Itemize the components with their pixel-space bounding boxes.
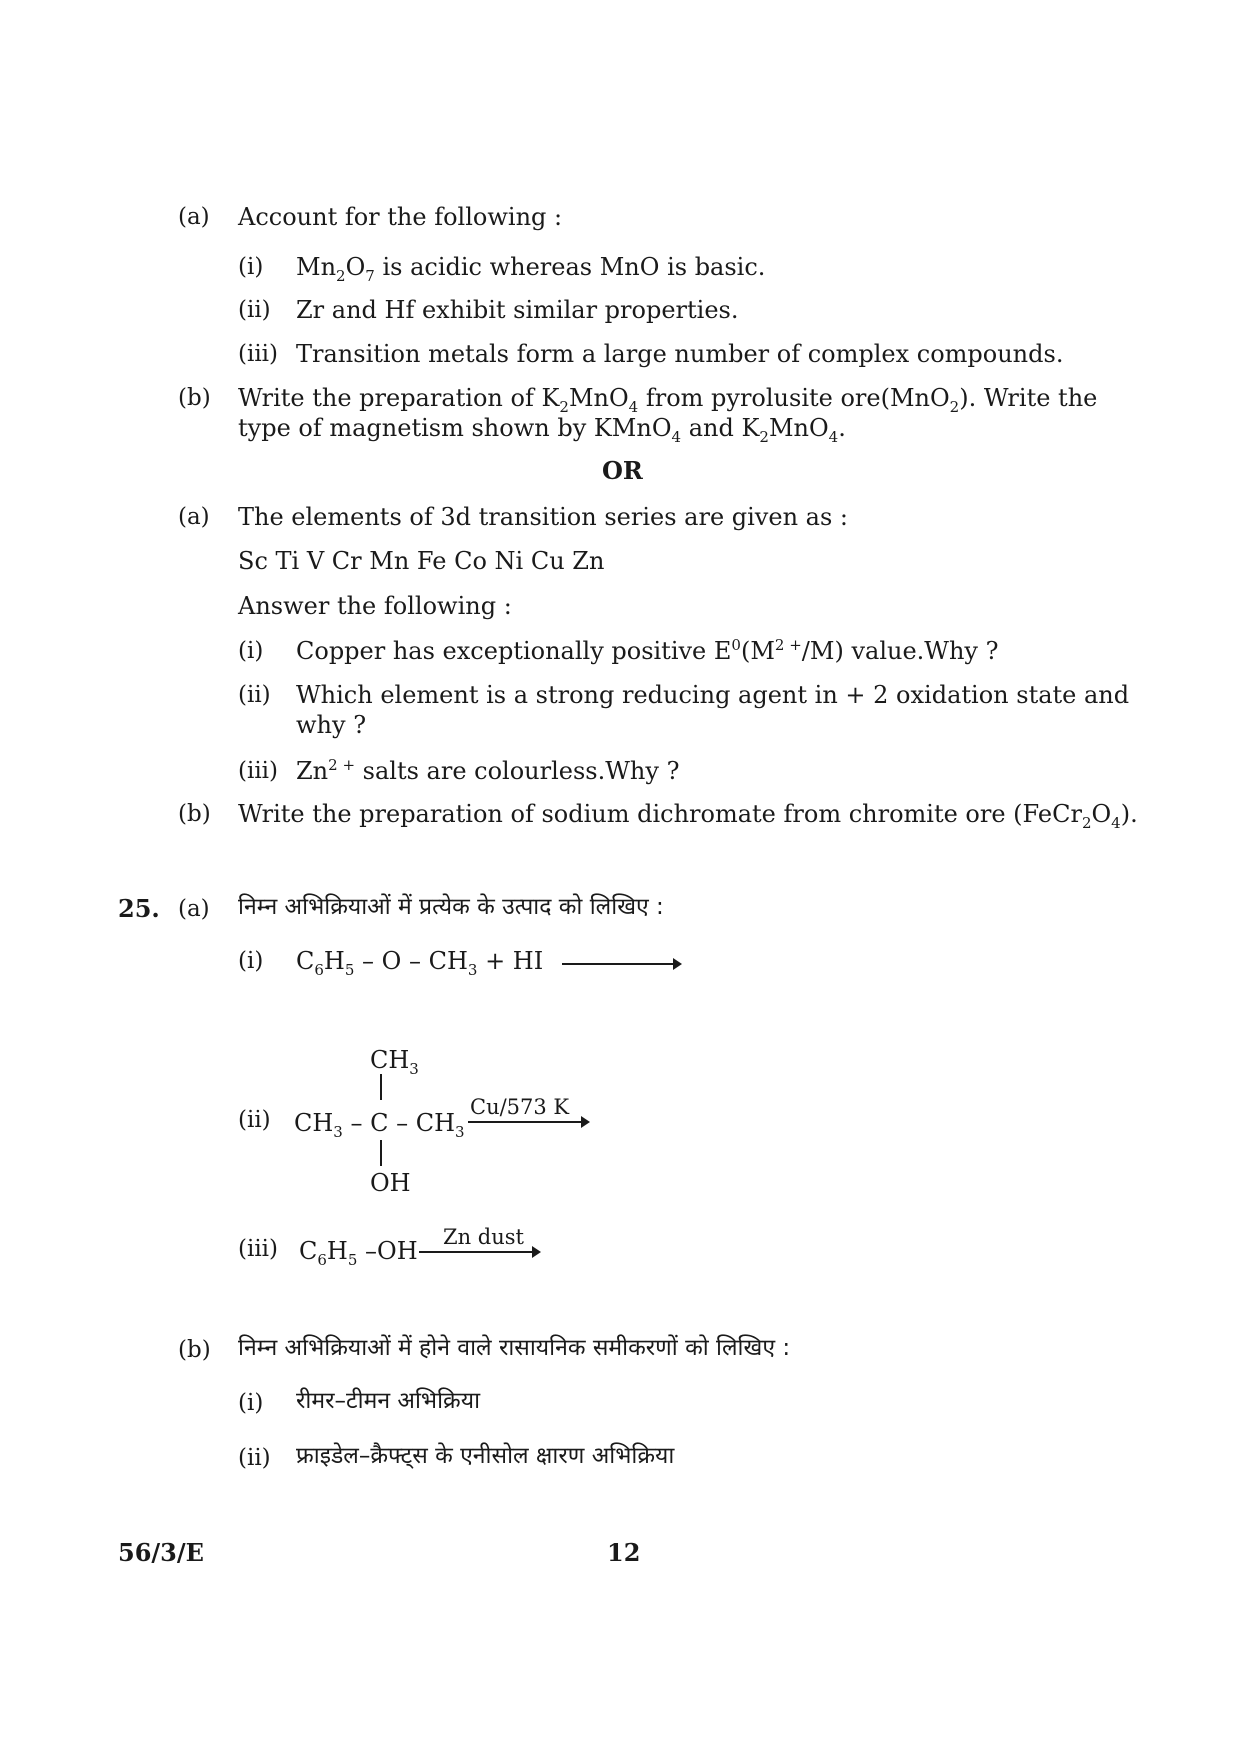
alt-part-a-text: The elements of 3d transition series are given as : [238,503,848,531]
part-a-label: (a) [178,204,210,230]
q25-b-item-ii-text: फ्राइडेल–क्रैफ्ट्स के एनीसोल क्षारण अभिक्रिया [296,1443,675,1469]
alt-item-iii-label: (iii) [238,758,279,784]
reaction-i-formula: $C_6H_5$ – O – $CH_3$ + HI [296,947,544,979]
reaction-ii-arrow [468,1115,590,1129]
part-b-line1: Write the preparation of $K_2MnO_4$ from pyrolusite ore(MnO$_2$). Write the [238,384,1098,416]
alt-item-i-text: Copper has exceptionally positive $E^0(M^{2 +}/M)$ value.Why ? [296,636,999,665]
alt-item-ii-label: (ii) [238,682,271,708]
part-a-text: Account for the following : [238,203,563,231]
reaction-ii-bottom-bond [380,1140,382,1166]
reaction-iii-label: (iii) [238,1236,279,1262]
or-heading: OR [602,456,643,485]
item-i-label: (i) [238,254,264,280]
part-b-line2: type of magnetism shown by KMnO$_4$ and $K_2MnO_4$. [238,414,846,446]
q25-b-item-i-text: रीमर–टीमन अभिक्रिया [296,1388,481,1414]
reaction-ii-top-group: $CH_3$ [370,1046,419,1078]
q25-b-item-ii-label: (ii) [238,1445,271,1471]
reaction-ii-bottom-group: OH [370,1169,411,1197]
reaction-i-label: (i) [238,948,264,974]
reaction-iii-reagent: Zn dust [443,1225,524,1249]
reaction-ii-top-bond [380,1074,382,1100]
alt-part-a-label: (a) [178,504,210,530]
reaction-iii-arrow [419,1245,541,1259]
q25-part-a-text: निम्न अभिक्रियाओं में प्रत्येक के उत्पाद को लिखिए : [238,894,664,920]
part-b-label: (b) [178,385,211,411]
item-ii-label: (ii) [238,297,271,323]
alt-item-ii-line1: Which element is a strong reducing agent in + 2 oxidation state and [296,681,1130,709]
q25-part-b-label: (b) [178,1337,211,1363]
alt-item-i-label: (i) [238,638,264,664]
item-iii-text: Transition metals form a large number of complex compounds. [296,340,1064,368]
reaction-i-arrow [562,957,682,971]
paper-code: 56/3/E [118,1538,204,1567]
alt-item-iii-text: $Zn^{2 +}$ salts are colourless.Why ? [296,756,680,785]
reaction-ii-reagent: Cu/573 K [470,1095,570,1119]
q25-part-b-text: निम्न अभिक्रियाओं में होने वाले रासायनिक समीकरणों को लिखिए : [238,1335,791,1361]
answer-instruction: Answer the following : [238,592,512,620]
item-ii-text: Zr and Hf exhibit similar properties. [296,296,739,324]
page-number: 12 [607,1538,641,1567]
reaction-ii-label: (ii) [238,1107,271,1133]
element-list: Sc Ti V Cr Mn Fe Co Ni Cu Zn [238,547,605,575]
reaction-iii-formula: $C_6H_5$ –OH [299,1237,418,1269]
question-number: 25. [118,894,160,923]
q25-b-item-i-label: (i) [238,1390,264,1416]
alt-item-ii-line2: why ? [296,711,367,739]
alt-part-b-label: (b) [178,801,211,827]
item-iii-label: (iii) [238,341,279,367]
alt-part-b-text: Write the preparation of sodium dichromate from chromite ore $(FeCr_2O_4)$. [238,800,1138,832]
reaction-ii-formula: $CH_3$ – C – $CH_3$ [294,1109,465,1141]
item-i-text: $Mn_2O_7$ is acidic whereas MnO is basic. [296,253,766,285]
q25-part-a-label: (a) [178,896,210,922]
